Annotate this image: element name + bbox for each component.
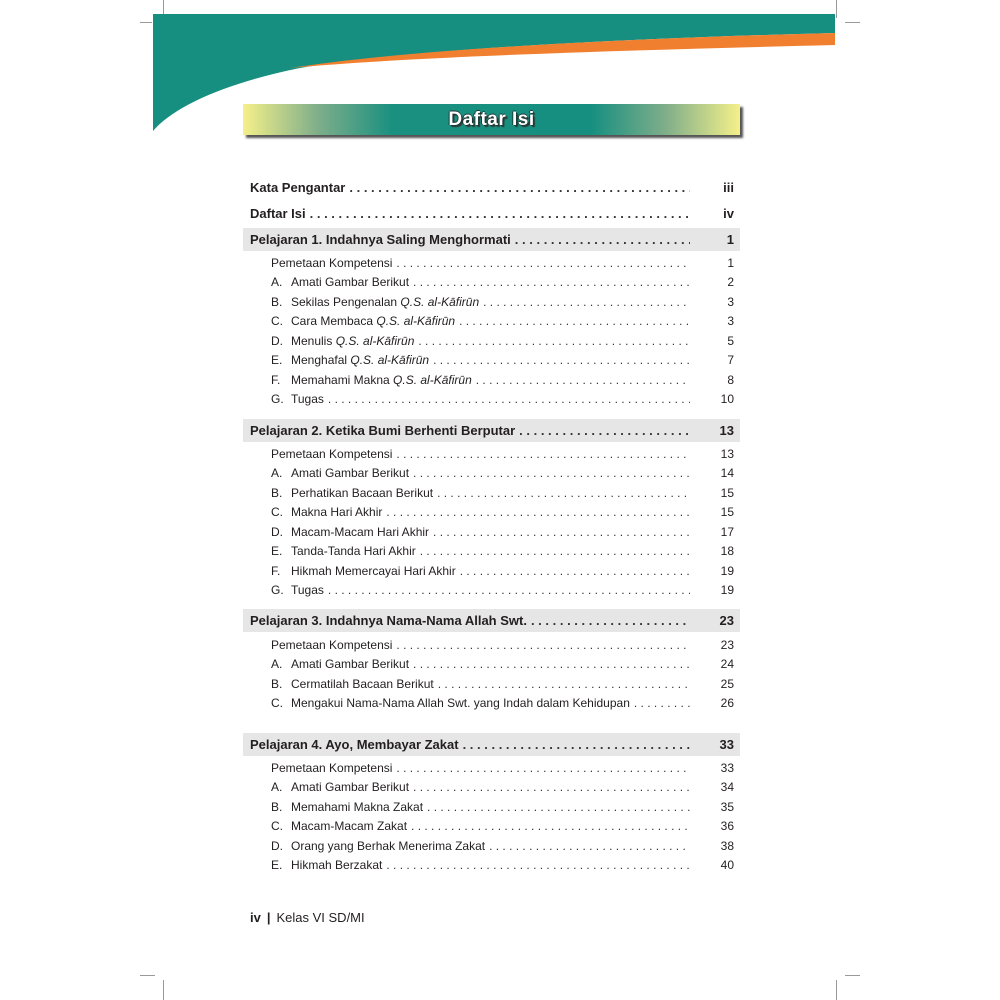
entry-text: Memahami Makna Zakat [291, 799, 424, 814]
dot-leader [413, 780, 690, 794]
entry-page-number: 18 [720, 544, 734, 559]
entry-label [271, 696, 630, 710]
footer-separator: | [266, 910, 271, 925]
dot-leader [310, 206, 690, 221]
dot-leader [418, 334, 690, 348]
entry-page-number: 35 [720, 799, 734, 814]
entry-label [271, 275, 409, 289]
entry-text: Macam-Macam Hari Akhir [291, 524, 430, 539]
toc-subentry[interactable] [271, 798, 734, 816]
entry-label [271, 373, 472, 387]
entry-label [271, 466, 409, 480]
entry-label: Pelajaran 3. Indahnya Nama-Nama Allah Swt. [250, 612, 527, 628]
entry-text: Cara Membaca [291, 314, 377, 329]
dot-leader [427, 800, 690, 814]
toc-subentry[interactable] [271, 817, 734, 835]
entry-text-italic: Q.S. al-Kāfirūn [400, 294, 480, 309]
entry-page-number: 23 [719, 612, 734, 628]
entry-page-number: 10 [720, 392, 734, 407]
entry-text-italic: Q.S. al-Kāfirūn [350, 353, 430, 368]
entry-text: Memahami Makna [291, 372, 394, 387]
toc-subentry[interactable] [271, 759, 734, 777]
entry-text: Amati Gambar Berikut [291, 657, 410, 672]
entry-letter: E. [271, 544, 283, 559]
footer-page-number: iv [250, 910, 261, 925]
dot-leader [396, 638, 690, 652]
dot-leader [437, 486, 690, 500]
entry-letter: D. [271, 333, 283, 348]
entry-text: Hikmah Berzakat [291, 858, 383, 873]
section-title-entry[interactable] [250, 421, 734, 439]
dot-leader [476, 373, 690, 387]
section-title-entry[interactable] [250, 611, 734, 629]
entry-label [271, 353, 429, 367]
section-header-band [243, 733, 740, 756]
entry-text: Perhatikan Bacaan Berikut [291, 485, 434, 500]
entry-letter: E. [271, 353, 283, 368]
dot-leader [515, 232, 690, 247]
toc-subentry[interactable] [271, 464, 734, 482]
dot-leader [433, 353, 690, 367]
entry-letter: C. [271, 696, 283, 711]
entry-page-number: 1 [726, 231, 734, 247]
dot-leader [386, 505, 690, 519]
page-title: Daftar Isi [448, 108, 535, 130]
entry-letter: B. [271, 294, 283, 309]
section-header-band [243, 419, 740, 442]
crop-mark [163, 980, 164, 1000]
entry-letter: B. [271, 485, 283, 500]
dot-leader [328, 392, 690, 406]
toc-subentry[interactable] [271, 581, 734, 599]
entry-page-number: 19 [720, 583, 734, 598]
section-title-entry[interactable] [250, 230, 734, 248]
entry-text-italic: Q.S. al-Kāfirūn [376, 314, 456, 329]
entry-page-number: 14 [720, 466, 734, 481]
entry-label: Daftar Isi [250, 205, 306, 221]
entry-page-number: 40 [720, 858, 734, 873]
entry-letter: D. [271, 838, 283, 853]
crop-mark [140, 975, 155, 976]
entry-page-number: 38 [720, 838, 734, 853]
toc-subentry[interactable] [271, 332, 734, 350]
toc-subentry[interactable] [271, 273, 734, 291]
entry-text: Pemetaan Kompetensi [271, 256, 393, 270]
entry-text: Amati Gambar Berikut [291, 466, 410, 481]
entry-text: Tugas [291, 583, 324, 598]
entry-page-number: 3 [727, 314, 734, 329]
toc-entry[interactable] [250, 178, 734, 196]
toc-subentry[interactable] [271, 503, 734, 521]
entry-page-number: 15 [720, 485, 734, 500]
entry-letter: E. [271, 858, 283, 873]
entry-text: Makna Hari Akhir [291, 505, 383, 520]
toc-subentry[interactable] [271, 694, 734, 712]
entry-text: Tanda-Tanda Hari Akhir [291, 544, 416, 559]
dot-leader [349, 180, 690, 195]
entry-text: Pemetaan Kompetensi [271, 761, 393, 775]
entry-letter: A. [271, 780, 283, 795]
entry-page-number: 26 [720, 696, 734, 711]
section-title-entry[interactable] [250, 735, 734, 753]
entry-text-italic: Q.S. al-Kāfirūn [393, 372, 472, 387]
entry-text: Tugas [291, 392, 324, 407]
dot-leader [413, 275, 690, 289]
entry-page-number: 23 [720, 638, 734, 652]
entry-label: Pelajaran 2. Ketika Bumi Berhenti Berputar [250, 422, 516, 438]
entry-letter: B. [271, 799, 283, 814]
entry-letter: A. [271, 466, 283, 481]
entry-page-number: 2 [727, 275, 734, 290]
entry-page-number: 5 [727, 333, 734, 348]
entry-page-number: 15 [720, 505, 734, 520]
entry-page-number: 13 [720, 447, 734, 461]
entry-page-number: 19 [720, 563, 734, 578]
entry-letter: D. [271, 524, 283, 539]
entry-page-number: 33 [720, 761, 734, 775]
dot-leader [634, 696, 690, 710]
entry-label [271, 486, 433, 500]
dot-leader [519, 423, 690, 438]
entry-label [271, 858, 382, 872]
footer-book-title: Kelas VI SD/MI [276, 910, 365, 925]
entry-label [271, 525, 429, 539]
entry-label: Kata Pengantar [250, 179, 346, 195]
entry-label [271, 334, 414, 348]
toc-subentry[interactable] [271, 562, 734, 580]
dot-leader [460, 564, 690, 578]
dot-leader [396, 761, 690, 775]
toc-subentry[interactable] [271, 254, 734, 272]
entry-label [271, 839, 485, 853]
entry-text: Macam-Macam Zakat [291, 819, 408, 834]
entry-page-number: 7 [727, 353, 734, 368]
dot-leader [463, 737, 690, 752]
entry-label: Pelajaran 1. Indahnya Saling Menghormati [250, 231, 511, 247]
dot-leader [433, 525, 690, 539]
entry-page-number: 8 [727, 372, 734, 387]
entry-label [271, 800, 423, 814]
entry-text: Hikmah Memercayai Hari Akhir [291, 563, 456, 578]
entry-page-number: iv [723, 205, 734, 221]
entry-label [271, 544, 416, 558]
entry-page-number: 36 [720, 819, 734, 834]
entry-page-number: 13 [719, 422, 734, 438]
dot-leader [438, 677, 690, 691]
dot-leader [531, 613, 690, 628]
entry-text: Amati Gambar Berikut [291, 275, 410, 290]
entry-text: Mengakui Nama-Nama Allah Swt. yang Indah dalam Kehidupan [291, 696, 630, 711]
toc-subentry[interactable] [271, 856, 734, 874]
entry-label [271, 564, 456, 578]
entry-label [271, 505, 382, 519]
entry-letter: B. [271, 676, 283, 691]
entry-letter: G. [271, 583, 284, 598]
dot-leader [396, 256, 690, 270]
dot-leader [489, 839, 690, 853]
entry-text-italic: Q.S. al-Kāfirūn [335, 333, 415, 348]
crop-mark [845, 975, 860, 976]
entry-page-number: 17 [720, 524, 734, 539]
entry-label [271, 677, 434, 691]
entry-text: Pemetaan Kompetensi [271, 447, 393, 461]
entry-page-number: 3 [727, 294, 734, 309]
toc-subentry[interactable] [271, 390, 734, 408]
toc-subentry[interactable] [271, 293, 734, 311]
entry-text: Menghafal [291, 353, 351, 368]
entry-letter: C. [271, 314, 283, 329]
entry-page-number: 25 [720, 676, 734, 691]
entry-text: Menulis [291, 333, 336, 348]
entry-letter: C. [271, 819, 283, 834]
section-header-band [243, 228, 740, 251]
entry-label [271, 657, 409, 671]
dot-leader [420, 544, 690, 558]
entry-letter: G. [271, 392, 284, 407]
entry-page-number: 1 [727, 256, 734, 270]
dot-leader [413, 657, 690, 671]
entry-label [271, 780, 409, 794]
entry-page-number: 34 [720, 780, 734, 795]
entry-text: Pemetaan Kompetensi [271, 638, 393, 652]
dot-leader [386, 858, 690, 872]
entry-page-number: iii [723, 179, 734, 195]
entry-label [271, 392, 324, 406]
dot-leader [483, 295, 690, 309]
toc-subentry[interactable] [271, 312, 734, 330]
entry-letter: F. [271, 372, 281, 387]
toc-subentry[interactable] [271, 636, 734, 654]
entry-label [271, 583, 324, 597]
section-header-band [243, 609, 740, 632]
entry-letter: F. [271, 563, 281, 578]
toc-subentry[interactable] [271, 445, 734, 463]
entry-text: Amati Gambar Berikut [291, 780, 410, 795]
entry-label [271, 447, 392, 461]
toc-subentry[interactable] [271, 351, 734, 369]
entry-letter: A. [271, 275, 283, 290]
entry-label [271, 761, 392, 775]
toc-subentry[interactable] [271, 484, 734, 502]
entry-letter: A. [271, 657, 283, 672]
page-footer [250, 910, 365, 925]
toc-subentry[interactable] [271, 778, 734, 796]
entry-label [271, 295, 479, 309]
entry-label [271, 256, 392, 270]
dot-leader [413, 466, 690, 480]
toc-entry[interactable] [250, 204, 734, 222]
toc-subentry[interactable] [271, 675, 734, 693]
toc-subentry[interactable] [271, 523, 734, 541]
entry-page-number: 33 [719, 736, 734, 752]
entry-text: Cermatilah Bacaan Berikut [291, 676, 434, 691]
dot-leader [411, 819, 690, 833]
toc-subentry[interactable] [271, 655, 734, 673]
toc-subentry[interactable] [271, 837, 734, 855]
entry-letter: C. [271, 505, 283, 520]
dot-leader [396, 447, 690, 461]
entry-text: Orang yang Berhak Menerima Zakat [291, 838, 486, 853]
dot-leader [459, 314, 690, 328]
toc-subentry[interactable] [271, 371, 734, 389]
page-title-banner [243, 104, 740, 135]
entry-text: Sekilas Pengenalan [291, 294, 401, 309]
toc-subentry[interactable] [271, 542, 734, 560]
entry-label: Pelajaran 4. Ayo, Membayar Zakat [250, 736, 459, 752]
dot-leader [328, 583, 690, 597]
entry-label [271, 638, 392, 652]
entry-page-number: 24 [720, 657, 734, 672]
entry-label [271, 314, 455, 328]
crop-mark [836, 980, 837, 1000]
entry-label [271, 819, 407, 833]
